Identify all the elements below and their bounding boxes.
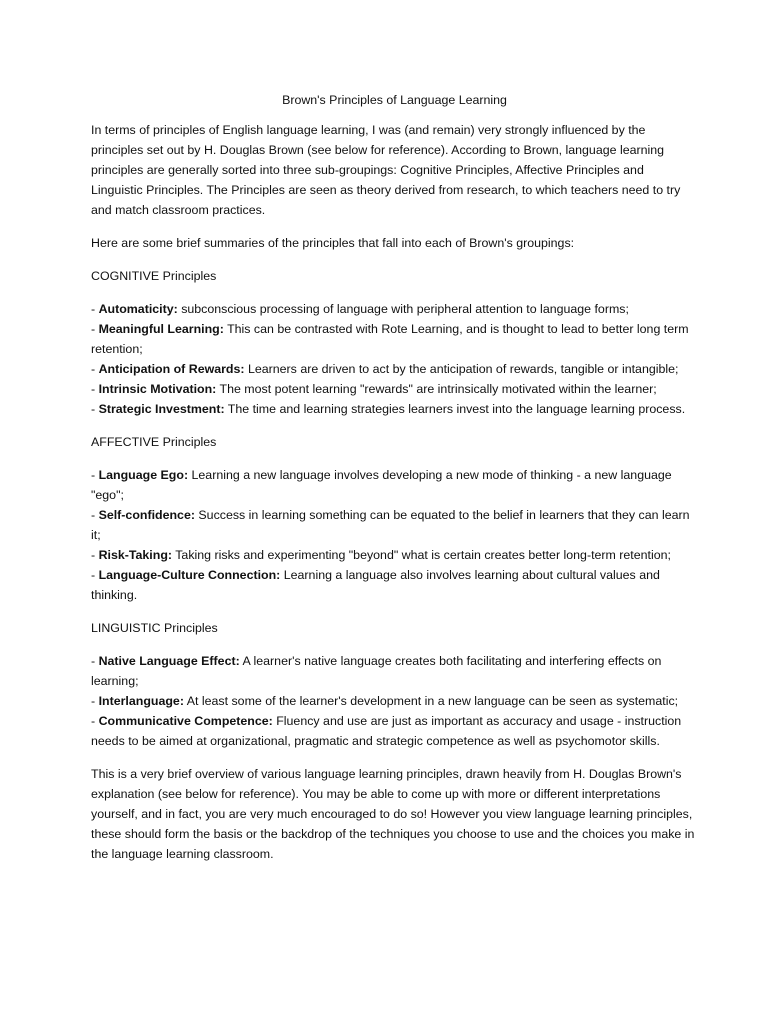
principle-term: Anticipation of Rewards:	[98, 362, 245, 376]
principle-item: - Communicative Competence: Fluency and use are just as important as accuracy and usage - instruction needs to be aimed at organizational, pragmatic and strategic competence as well as psychomotor skills.	[91, 714, 682, 748]
principle-text: Taking risks and experimenting "beyond" what is certain creates better long-term retention;	[172, 548, 671, 562]
principle-item: - Language Ego: Learning a new language involves developing a new mode of thinking - a new language "ego";	[91, 468, 672, 502]
principle-list	[91, 465, 698, 605]
principle-term: Automaticity:	[98, 302, 178, 316]
principle-term: Language-Culture Connection:	[98, 568, 281, 582]
principle-text: Learning a new language involves developing a new mode of thinking - a new language "ego";	[91, 468, 672, 502]
intro-paragraph: In terms of principles of English language learning, I was (and remain) very strongly influenced by the principles set out by H. Douglas Brown (see below for reference). According to Brown, language learning principles are generally sorted into three sub-groupings: Cognitive Principles, Affective Principles and Linguistic Principles. The Principles are seen as theory derived from research, to which teachers need to try and match classroom practices.	[91, 123, 681, 217]
principle-text: The most potent learning "rewards" are intrinsically motivated within the learner;	[216, 382, 657, 396]
principle-text: subconscious processing of language with peripheral attention to language forms;	[177, 302, 629, 316]
principle-item: - Native Language Effect: A learner's native language creates both facilitating and interfering effects on learning;	[91, 654, 662, 688]
principle-item: - Language-Culture Connection: Learning a language also involves learning about cultural values and thinking.	[91, 568, 660, 602]
principle-term: Language Ego:	[98, 468, 189, 482]
principle-text: At least some of the learner's development in a new language can be seen as systematic;	[183, 694, 679, 708]
section-cognitive	[91, 266, 698, 419]
principle-item: - Risk-Taking: Taking risks and experimenting "beyond" what is certain creates better long-term retention;	[91, 548, 671, 562]
principle-text: This can be contrasted with Rote Learning, and is thought to lead to better long term retention;	[91, 322, 689, 356]
principle-term: Meaningful Learning:	[98, 322, 224, 336]
section-affective	[91, 432, 698, 605]
principle-text: The time and learning strategies learners invest into the language learning process.	[224, 402, 686, 416]
principle-text: Success in learning something can be equated to the belief in learners that they can learn it;	[91, 508, 690, 542]
principle-term: Self-confidence:	[98, 508, 195, 522]
principle-item: - Interlanguage: At least some of the learner's development in a new language can be seen as systematic;	[91, 694, 679, 708]
principle-term: Interlanguage:	[98, 694, 184, 708]
principle-term: Communicative Competence:	[98, 714, 273, 728]
principle-term: Native Language Effect:	[98, 654, 240, 668]
principle-item: - Meaningful Learning: This can be contrasted with Rote Learning, and is thought to lead to better long term retention;	[91, 322, 689, 356]
summary-intro-paragraph: Here are some brief summaries of the principles that fall into each of Brown's groupings:	[91, 236, 575, 250]
principle-item: - Intrinsic Motivation: The most potent learning "rewards" are intrinsically motivated within the learner;	[91, 382, 657, 396]
principle-list	[91, 651, 698, 751]
principle-term: Strategic Investment:	[98, 402, 225, 416]
section-heading: LINGUISTIC Principles	[91, 621, 218, 635]
document-title: Brown's Principles of Language Learning	[282, 93, 507, 107]
section-heading: AFFECTIVE Principles	[91, 435, 217, 449]
principle-text: A learner's native language creates both facilitating and interfering effects on learning;	[91, 654, 662, 688]
section-heading: COGNITIVE Principles	[91, 269, 217, 283]
principle-text: Learners are driven to act by the anticipation of rewards, tangible or intangible;	[244, 362, 679, 376]
principle-term: Risk-Taking:	[98, 548, 173, 562]
principle-item: - Automaticity: subconscious processing of language with peripheral attention to language forms;	[91, 302, 629, 316]
conclusion-paragraph: This is a very brief overview of various language learning principles, drawn heavily from H. Douglas Brown's explanation (see below for reference). You may be able to come up with more or different interpretations yourself, and in fact, you are very much encouraged to do so! However you view language learning principles, these should form the basis or the backdrop of the techniques you choose to use and the choices you make in the language learning classroom.	[91, 767, 695, 861]
principle-term: Intrinsic Motivation:	[98, 382, 217, 396]
principle-item: - Strategic Investment: The time and learning strategies learners invest into the language learning process.	[91, 402, 686, 416]
section-linguistic	[91, 618, 698, 751]
principle-list	[91, 299, 698, 419]
principle-text: Fluency and use are just as important as accuracy and usage - instruction needs to be aimed at organizational, pragmatic and strategic competence as well as psychomotor skills.	[91, 714, 682, 748]
principle-text: Learning a language also involves learning about cultural values and thinking.	[91, 568, 660, 602]
principle-item: - Self-confidence: Success in learning something can be equated to the belief in learners that they can learn it;	[91, 508, 690, 542]
principle-item: - Anticipation of Rewards: Learners are driven to act by the anticipation of rewards, tangible or intangible;	[91, 362, 679, 376]
